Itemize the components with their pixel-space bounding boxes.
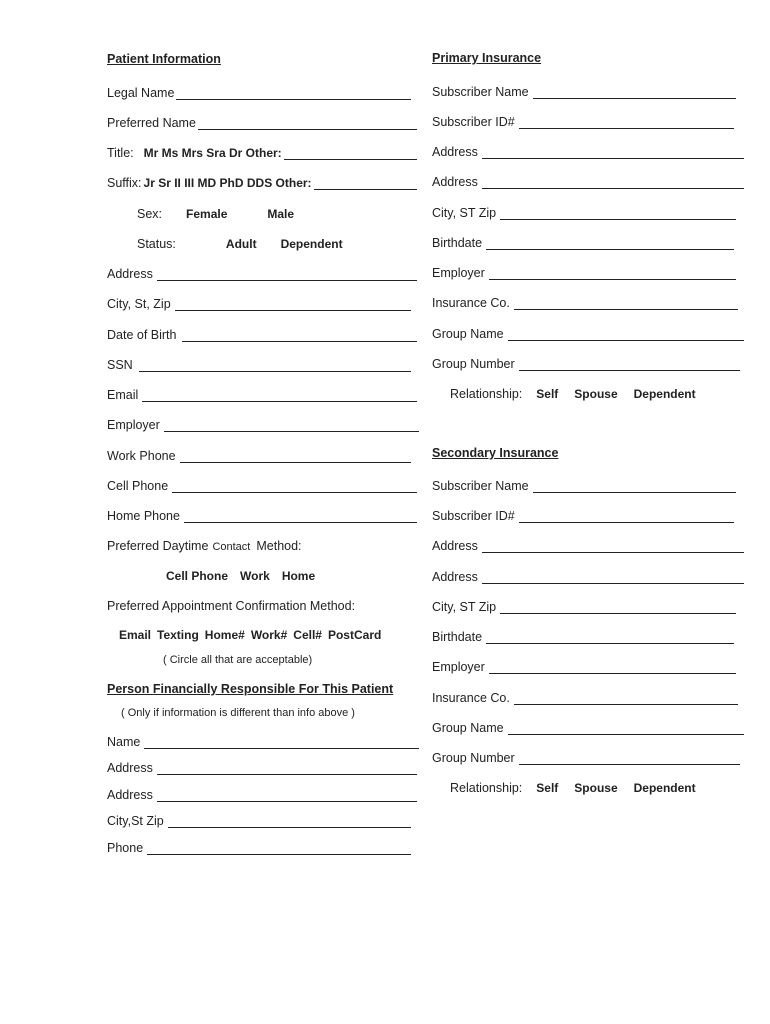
sec-address1-label: Address	[432, 539, 478, 553]
pri-insurance-co-input[interactable]	[514, 295, 738, 310]
sec-rel-self[interactable]: Self	[536, 781, 559, 795]
resp-address1-field	[107, 757, 417, 775]
pri-rel-dependent[interactable]: Dependent	[633, 387, 696, 401]
sec-address1-input[interactable]	[482, 538, 744, 553]
title-field	[107, 142, 417, 160]
sec-subscriber-name-label: Subscriber Name	[432, 479, 529, 493]
sec-city-input[interactable]	[500, 599, 736, 614]
resp-city-field	[107, 810, 417, 828]
pri-city-input[interactable]	[500, 205, 736, 220]
sec-rel-spouse[interactable]: Spouse	[574, 781, 618, 795]
pri-subscriber-name-field	[432, 81, 742, 99]
status-option-dependent[interactable]: Dependent	[280, 237, 343, 251]
cell-phone-label: Cell Phone	[107, 479, 169, 493]
sec-city-label: City, ST Zip	[432, 600, 497, 614]
pri-group-number-label: Group Number	[432, 357, 515, 371]
pri-birthdate-input[interactable]	[486, 235, 734, 250]
sec-subscriber-name-input[interactable]	[533, 478, 736, 493]
sec-group-number-field	[432, 747, 742, 765]
dob-field	[107, 324, 417, 342]
sec-insurance-co-field	[432, 687, 742, 705]
appt-options	[119, 624, 417, 642]
daytime-label-c: Method:	[256, 539, 302, 553]
resp-name-field	[107, 731, 417, 749]
sec-subscriber-id-field	[432, 505, 742, 523]
employer-label: Employer	[107, 418, 160, 432]
appt-option-postcard[interactable]: PostCard	[327, 628, 382, 642]
status-field	[137, 233, 417, 251]
pri-birthdate-label: Birthdate	[432, 236, 483, 250]
pri-address1-field	[432, 141, 742, 159]
cell-phone-field	[107, 475, 417, 493]
daytime-label-a: Preferred Daytime	[107, 539, 209, 553]
city-st-zip-field	[107, 293, 417, 311]
home-phone-field	[107, 505, 417, 523]
pri-city-field	[432, 202, 742, 220]
sec-address1-field	[432, 535, 742, 553]
preferred-name-field	[107, 112, 417, 130]
sec-address2-label: Address	[432, 570, 478, 584]
daytime-label-b: Contact	[212, 541, 251, 553]
daytime-option-home[interactable]: Home	[281, 569, 316, 583]
sec-subscriber-id-label: Subscriber ID#	[432, 509, 515, 523]
sec-group-number-label: Group Number	[432, 751, 515, 765]
resp-phone-input[interactable]	[147, 840, 411, 855]
suffix-label: Suffix:	[107, 176, 142, 190]
suffix-options[interactable]: Jr Sr II III MD PhD DDS Other:	[143, 176, 312, 190]
sex-option-male[interactable]: Male	[267, 207, 295, 221]
title-label: Title:	[107, 146, 134, 160]
email-input[interactable]	[142, 387, 417, 402]
ssn-input[interactable]	[139, 357, 411, 372]
sec-city-field	[432, 596, 742, 614]
sec-group-name-field	[432, 717, 742, 735]
pri-group-number-field	[432, 353, 742, 371]
city-st-zip-label: City, St, Zip	[107, 297, 171, 311]
appt-option-cell[interactable]: Cell#	[293, 628, 322, 642]
pri-relationship-field	[450, 383, 742, 401]
circle-note: ( Circle all that are acceptable)	[163, 654, 313, 666]
employer-input[interactable]	[164, 417, 419, 432]
appt-option-email[interactable]: Email	[119, 628, 152, 642]
ssn-label: SSN	[107, 358, 133, 372]
pri-address1-label: Address	[432, 145, 478, 159]
cell-phone-input[interactable]	[172, 478, 417, 493]
daytime-option-cell[interactable]: Cell Phone	[166, 569, 229, 583]
sec-employer-field	[432, 656, 742, 674]
pri-group-number-input[interactable]	[519, 356, 740, 371]
pri-birthdate-field	[432, 232, 742, 250]
pri-group-name-input[interactable]	[508, 326, 744, 341]
pri-employer-field	[432, 262, 742, 280]
resp-name-input[interactable]	[144, 734, 419, 749]
appt-option-texting[interactable]: Texting	[157, 628, 199, 642]
suffix-other-input[interactable]	[314, 175, 417, 190]
sec-relationship-field	[450, 777, 742, 795]
secondary-insurance-heading: Secondary Insurance	[432, 446, 559, 460]
pri-subscriber-id-label: Subscriber ID#	[432, 115, 515, 129]
sec-employer-input[interactable]	[489, 659, 736, 674]
pri-address2-field	[432, 171, 742, 189]
sec-address2-input[interactable]	[482, 569, 744, 584]
resp-phone-label: Phone	[107, 841, 144, 855]
address-input[interactable]	[157, 266, 417, 281]
preferred-name-label: Preferred Name	[107, 116, 196, 130]
resp-address2-field	[107, 784, 417, 802]
work-phone-input[interactable]	[180, 448, 411, 463]
pri-subscriber-name-label: Subscriber Name	[432, 85, 529, 99]
sec-group-name-label: Group Name	[432, 721, 504, 735]
sex-label: Sex:	[137, 207, 163, 221]
primary-insurance-heading: Primary Insurance	[432, 51, 542, 65]
resp-city-input[interactable]	[168, 813, 411, 828]
status-label: Status:	[137, 237, 176, 251]
sec-birthdate-label: Birthdate	[432, 630, 483, 644]
email-field	[107, 384, 417, 402]
title-other-input[interactable]	[284, 145, 417, 160]
pri-insurance-co-label: Insurance Co.	[432, 296, 510, 310]
suffix-field	[107, 172, 417, 190]
legal-name-label: Legal Name	[107, 86, 175, 100]
resp-address2-label: Address	[107, 788, 153, 802]
sec-insurance-co-label: Insurance Co.	[432, 691, 510, 705]
address-label: Address	[107, 267, 153, 281]
home-phone-input[interactable]	[184, 508, 417, 523]
pri-rel-spouse[interactable]: Spouse	[574, 387, 618, 401]
responsible-heading: Person Financially Responsible For This Patient	[107, 682, 394, 696]
appt-method-label: Preferred Appointment Confirmation Method:	[107, 599, 356, 613]
pri-insurance-co-field	[432, 292, 742, 310]
employer-field	[107, 414, 417, 432]
daytime-option-work[interactable]: Work	[240, 569, 270, 583]
sec-birthdate-field	[432, 626, 742, 644]
legal-name-field	[107, 82, 417, 100]
work-phone-label: Work Phone	[107, 449, 176, 463]
sex-option-female[interactable]: Female	[186, 207, 228, 221]
pri-group-name-field	[432, 323, 742, 341]
resp-phone-field	[107, 837, 417, 855]
daytime-options	[166, 565, 417, 583]
resp-city-label: City,St Zip	[107, 814, 164, 828]
dob-label: Date of Birth	[107, 328, 177, 342]
legal-name-input[interactable]	[176, 85, 411, 100]
sec-subscriber-id-input[interactable]	[519, 508, 734, 523]
address-field	[107, 263, 417, 281]
sec-address2-field	[432, 566, 742, 584]
pri-group-name-label: Group Name	[432, 327, 504, 341]
sec-group-number-input[interactable]	[519, 750, 740, 765]
patient-info-heading: Patient Information	[107, 52, 221, 66]
resp-address1-input[interactable]	[157, 760, 417, 775]
resp-address2-input[interactable]	[157, 787, 417, 802]
city-st-zip-input[interactable]	[175, 296, 411, 311]
sec-employer-label: Employer	[432, 660, 485, 674]
resp-name-label: Name	[107, 735, 141, 749]
daytime-contact-label	[107, 535, 417, 553]
responsible-note: ( Only if information is different than info above )	[121, 707, 355, 719]
sec-relationship-label: Relationship:	[450, 781, 523, 795]
resp-address1-label: Address	[107, 761, 153, 775]
pri-employer-label: Employer	[432, 266, 485, 280]
pri-city-label: City, ST Zip	[432, 206, 497, 220]
home-phone-label: Home Phone	[107, 509, 180, 523]
title-options[interactable]: Mr Ms Mrs Sra Dr Other:	[143, 146, 282, 160]
sec-insurance-co-input[interactable]	[514, 690, 738, 705]
appt-option-work[interactable]: Work#	[250, 628, 288, 642]
pri-subscriber-name-input[interactable]	[533, 84, 736, 99]
preferred-name-input[interactable]	[198, 115, 417, 130]
pri-address2-input[interactable]	[482, 174, 744, 189]
pri-address1-input[interactable]	[482, 144, 744, 159]
status-option-adult[interactable]: Adult	[225, 237, 257, 251]
work-phone-field	[107, 445, 417, 463]
sec-group-name-input[interactable]	[508, 720, 744, 735]
email-label: Email	[107, 388, 139, 402]
sec-subscriber-name-field	[432, 475, 742, 493]
dob-input[interactable]	[182, 327, 417, 342]
pri-rel-self[interactable]: Self	[536, 387, 559, 401]
appt-option-home[interactable]: Home#	[204, 628, 245, 642]
sex-field	[137, 203, 417, 221]
ssn-field	[107, 354, 417, 372]
pri-subscriber-id-input[interactable]	[519, 114, 734, 129]
pri-subscriber-id-field	[432, 111, 742, 129]
sec-rel-dependent[interactable]: Dependent	[633, 781, 696, 795]
sec-birthdate-input[interactable]	[486, 629, 734, 644]
pri-address2-label: Address	[432, 175, 478, 189]
pri-employer-input[interactable]	[489, 265, 736, 280]
pri-relationship-label: Relationship:	[450, 387, 523, 401]
